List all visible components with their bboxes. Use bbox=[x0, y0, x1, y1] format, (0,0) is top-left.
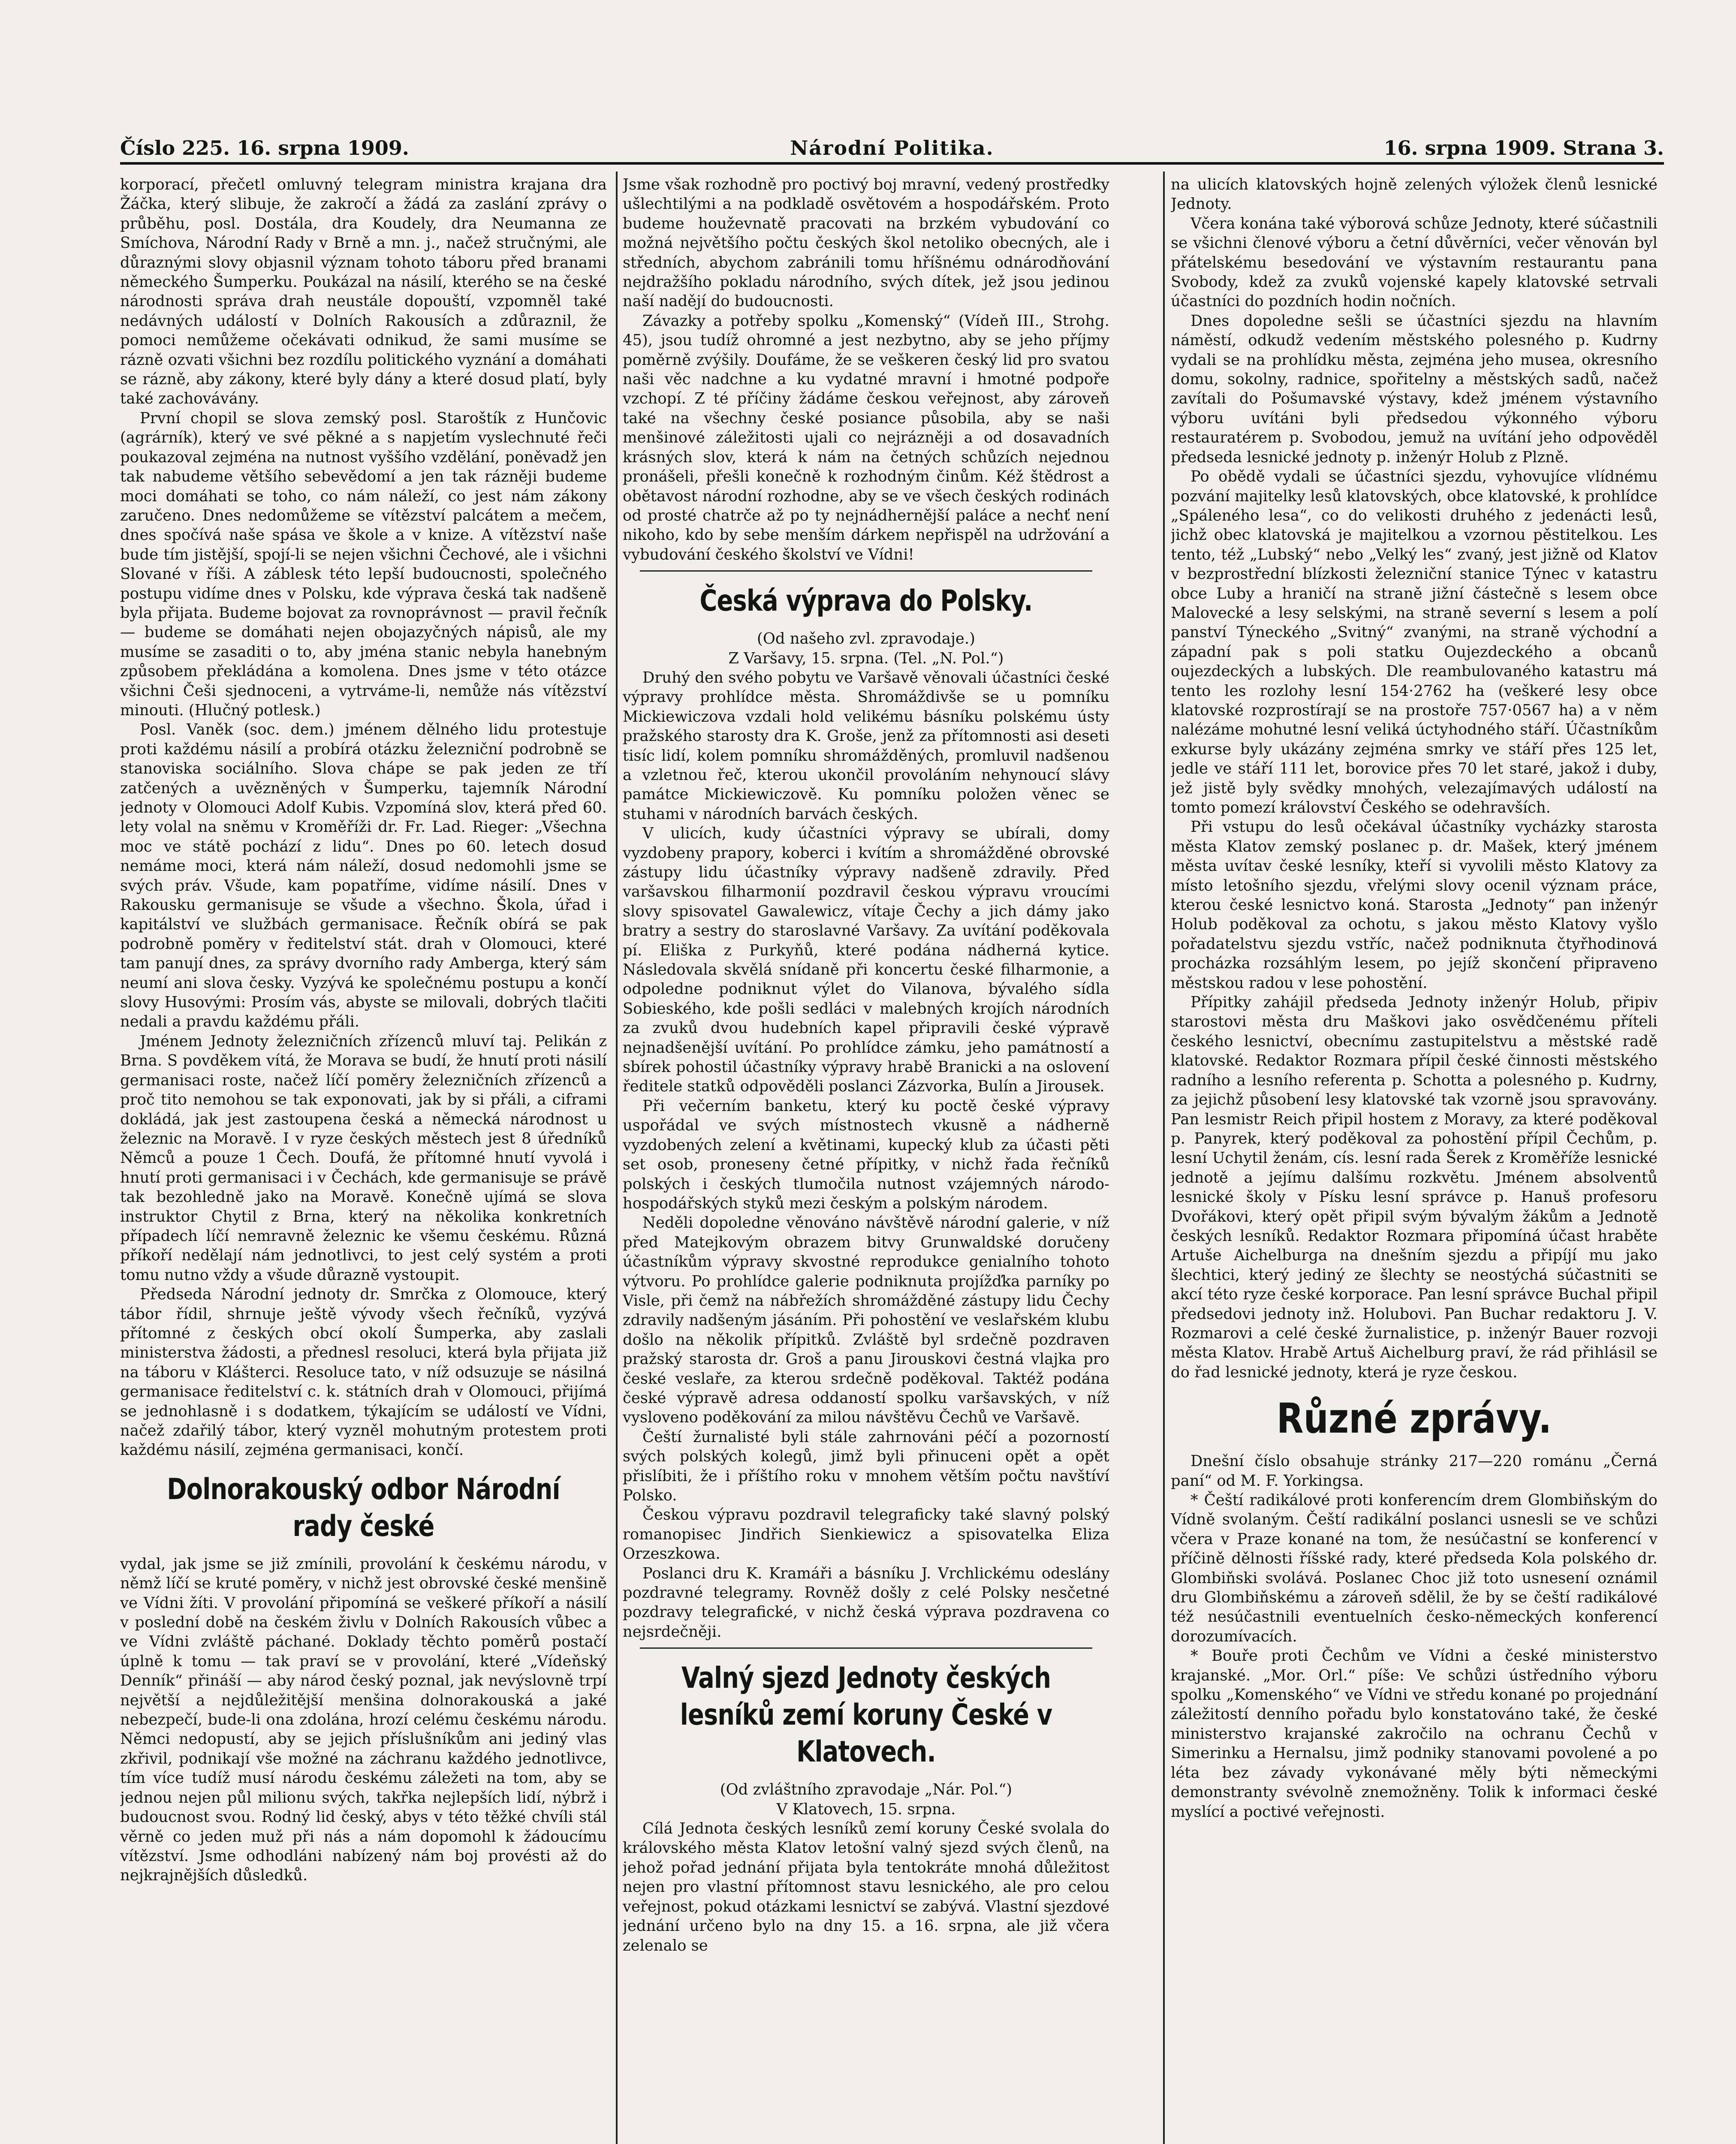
paragraph: Přípitky zahájil předseda Jednoty inženýr Holub, připiv starostovi města dru Maškovi jako osvědčenému příteli českého lesnictví, obecnímu zastupitelstvu a městské radě klatovské. Redaktor Rozmara přípil české činnosti městského radního a lesního referenta p. Schotta a polesného p. Kudrny, za jejichž působení lesy klatovské tak vzorně jsou spravovány. Pan lesmistr Reich připil hostem z Moravy, za které poděkoval p. Panyrek, který poděkoval za pohostění přípil Čechům, p. lesní Uchytil ženám, cís. lesní rada Šerek z Kroměříže lesnické jednotě a jejímu dalšímu rozkvětu. Jménem absolventů lesnické školy v Písku lesní správce p. Hanuš profesoru Dvořákovi, který opět připil svým bývalým žákům a Jednotě českých lesníků. Redaktor Rozmara připomíná účast hraběte Artuše Aichelburga na dnešním sjezdu a připíjí mu jako šlechtici, který jediný ze šlechty se neostýchá súčastniti se akcí této ryze české korporace. Pan lesní správce Buchal připil předsedovi jednoty inž. Holubovi. Pan Buchar redaktoru J. V. Rozmarovi a celé české žurnalistice, p. inženýr Bauer rozvoji města Klatov. Hrabě Artuš Aichelburg praví, že rád přihlásil se do řad lesnické jednoty, která je ryze českou. bbox=[1171, 994, 1658, 1381]
column-3 bbox=[1171, 175, 1658, 2144]
newspaper-title: Národní Politika. bbox=[790, 136, 994, 160]
paragraph: Závazky a potřeby spolku „Komenský“ (Vídeň III., Strohg. 45), jsou tudíž ohromné a jest nezbytno, aby se jeho příjmy poměrně zvýšily. Doufáme, že se veškeren český lid pro svatou naši věc nadchne a ku vydatné mravní i hmotné podpoře vzchopí. Z té příčiny žádáme českou veřejnost, aby zároveň také na všechny české posiance působila, aby se naši menšinové záležitosti ujali co nejrázněji a od dosavadních krásných slov, která k nám na četných schůzích nejednou pronášeli, přešli konečně k rozhodným činům. Kéž štědrost a obětavost národní rozhodne, aby se ve všech českých rodinách od prosté chatrče až po ty nejnádhernější paláce a nechť není nikoho, kdo by sebe menším dárkem nepřispěl na udržování a vybudování českého školství ve Vídni! bbox=[623, 312, 1109, 563]
section-rule bbox=[640, 570, 1092, 572]
paragraph: Cílá Jednota českých lesníků zemí koruny České svolala do královského města Klatov letošní valný sjezd svých členů, na jehož pořad jednání přijata byla tentokráte mnohá důležitost nejen pro vlastní přítomnost stavu lesnického, ale pro celou veřejnost, pokud otázkami lesnictví se zabývá. Vlastní sjezdové jednání určeno bylo na dny 15. a 16. srpna, ale již včera zelenalo se bbox=[623, 1820, 1109, 1954]
masthead-rule bbox=[120, 162, 1664, 165]
section-rule bbox=[640, 1647, 1092, 1649]
dateline: V Klatovech, 15. srpna. bbox=[776, 1800, 956, 1818]
paragraph: Včera konána také výborová schůze Jednoty, které súčastnili se všichni členové výboru a četní důvěrníci, večer věnován byl přátelskému besedování ve výstavním restaurantu pana Svobody, kdež za zvuků vojenské kapely klatovské setrvali účastníci do pozdních hodin nočních. bbox=[1171, 214, 1658, 310]
paragraph: Po obědě vydali se účastníci sjezdu, vyhovujíce vlídnému pozvání majitelky lesů klatovských, obce klatovské, k prohlídce „Spáleného lesa“, co do velikosti druhého z jedenácti lesů, jichž obec klatovská je majitelkou a vzornou pěstitelkou. Les tento, též „Lubský“ nebo „Velký les“ zvaný, jest jižně od Klatov v bezprostřední blízkosti železniční stanice Týnec v katastru obce Luby a hraničí na straně jižní částečně s lesem obce Malovecké a lesy selskými, na straně severní s lesem a polí panství Týneckého „Svitný“ zvanými, na straně východní a západní pak s poli statku Oujezdeckého a obcanů oujezdeckých a lubských. Dle reambulovaného katastru má tento les rozlohy lesní 154·2762 ha (veškeré lesy obce klatovské rozprostírají se na prostoře 757·0567 ha) a v něm nalézáme mohutné lesní veliká úctyhodného stáří. Účastníkům exkurse byly ukázány zejména smrky ve stáří přes 125 let, jedle ve stáří 111 let, borovice přes 70 let staré, jakož i duby, jež jistě byly svědky mnohých, velezajímavých událostí na tomto pomezí království Českého se odehravších. bbox=[1171, 468, 1658, 816]
paragraph: V ulicích, kudy účastníci výpravy se ubírali, domy vyzdobeny prapory, koberci i kvítím a shromážděné obrovské zástupy lidu účastníky výpravy nadšeně zdravily. Před varšavskou filharmonií pozdravil českou výpravu vroucími slovy spisovatel Gawalewicz, vítaje Čechy a jich dámy jako bratry a sestry do staroslavné Varšavy. Za uvítání poděkovala pí. Eliška z Purkyňů, které podána nádherná kytice. Následovala skvělá snídaně při koncertu české filharmonie, a odpoledne podniknut výlet do Vilanova, bývalého sídla Sobieského, kde pošli sedláci v malebných krojích národních za zvuků dvou hudebních kapel připravili české výpravě nejnadšenější uvítání. Po prohlídce zámku, jeho památností a sbírek pohostil účastníky výpravy hrabě Branicki a na oslovení ředitele statků odpověděli poslanci Zázvorka, Bulín a Jirousek. bbox=[623, 825, 1109, 1096]
paragraph: Druhý den svého pobytu ve Varšavě věnovali účastníci české výpravy prohlídce města. Shromáždivše se u pomníku Mickiewiczova vzdali hold velikému básníku polskému ústy pražského starosty dra K. Groše, jenž za přítomnosti asi deseti tisíc lidí, kolem pomníku shromážděných, promluvil nadšenou a vzletnou řeč, kterou ukončil provoláním nehynoucí slávy památce Mickiewiczově. Ku pomníku položen věnec se stuhami v národních barvách českých. bbox=[623, 668, 1109, 823]
paragraph: Posl. Vaněk (soc. dem.) jménem dělného lidu protestuje proti každému násilí a probírá otázku železniční podrobně se stanoviska sociálního. Slova chápe se pak jeden ze tří zatčených a uvězněných v Šumperku, tajemník Národní jednoty v Olomouci Adolf Kubis. Vzpomíná slov, která před 60. lety volal na sněmu v Kroměříži dr. Fr. Lad. Rieger: „Všechna moc ve státě pochází z lidu“. Dnes po 60. letech dosud nemáme moci, která nám náleží, dosud nedomohli jsme se svých práv. Všude, kam popatříme, vidíme násilí. Dnes v Rakousku germanisuje se všude a všechno. Škola, úřad i kapitálství ve službách germanisace. Řečník obírá se pak podrobně poměry v ředitelství stát. drah v Olomouci, které tam panují dnes, za správy dvorního rady Amberga, který sám neumí ani slova česky. Vyzývá ke společnému postupu a končí slovy Husovými: Prosím vás, abyste se milovali, dobrých tlačiti nedali a pravdu každému přáli. bbox=[120, 721, 607, 1031]
column-2 bbox=[623, 175, 1109, 2144]
paragraph: * Bouře proti Čechům ve Vídni a české ministerstvo krajanské. „Mor. Orl.“ píše: Ve schůzi ústředního výboru spolku „Komenského“ ve Vídni ve středu konané po projednání záležitostí denního pořadu bylo konstatováno také, že české ministerstvo krajanské zakročilo na ochranu Čechů v Simerinku a Hernalsu, jimž podniky stanovami povolené a po léta bez závady vykonávané měly býti německými demonstranty svévolně znemožněny. Tolik k informaci české myslící a poctivé veřejnosti. bbox=[1171, 1647, 1658, 1821]
section-headline: Různé zprávy. bbox=[1276, 1394, 1552, 1443]
issue-number: Číslo 225. 16. srpna 1909. bbox=[120, 136, 409, 160]
paragraph: Neděli dopoledne věnováno návštěvě národní galerie, v níž před Matejkovým obrazem bitvy Grunwaldské doručeny účastníkům výpravy skvostné reprodukce genialního tohoto výtvoru. Po prohlídce galerie podniknuta projížďka parníky po Visle, při čemž na nábřežích shromážděné zástupy lidu Čechy zdravily nadšeným jásáním. Při pohostění ve veslařském klubu došlo na několik přípitků. Zvláště byl srdečně pozdraven pražský starosta dr. Groš a panu Jirouskovi čestná vlajka pro české veslaře, za kterou srdečně poděkoval. Taktéž podána české výpravě adresa oddaností spolku varšavských, v níž vysloveno poděkování za milou návštěvu Čechů ve Varšavě. bbox=[623, 1214, 1109, 1427]
paragraph: Poslanci dru K. Kramáři a básníku J. Vrchlickému odeslány pozdravné telegramy. Rovněž došly z celé Polsky nesčetné pozdravy telegrafické, v nichž česká výprava pozdravena co nejsrdečněji. bbox=[623, 1564, 1109, 1641]
paragraph: vydal, jak jsme se již zmínili, provolání k českému národu, v němž líčí se kruté poměry, v nichž jest obrovské české menšině ve Vídni žíti. V provolání připomíná se veškeré příkoří a násilí v poslední době na českém živlu v Dolních Rakousích vůbec a ve Vídni zvláště páchané. Doklady těchto poměrů postačí úplně k tomu — tak praví se v provolání, které „Vídeňský Denník“ přináší — aby národ český poznal, jak nevýslovně trpí největší a nejdůležitější menšina dolnorakouská a jaké nebezpečí, bude-li ona zdolána, hrozí celému českému národu. Němci nedopustí, aby se jejich příslušníkům ani jediný vlas zkřivil, podnikají vše možné na záchranu každého jednotlivce, tím více tudíž musí národu českému záležeti na tom, aby se jednou nejen půl milionu svých, takřka nejlepších lidí, nýbrž i budoucnost svou. Rodný lid český, abys v této těžké chvíli stál věrně co jeden muž při nás a nám dopomohl k žádoucímu vítězství. Jsme odhodláni nabízený nám boj provésti až do nejkrajnějších důsledků. bbox=[120, 1555, 607, 1885]
paragraph: na ulicích klatovských hojně zelených výložek členů lesnické Jednoty. bbox=[1171, 176, 1658, 213]
paragraph: * Čeští radikálové proti konferencím drem Glombiňským do Vídně svolaným. Čeští radikální poslanci usnesli se ve schůzi včera v Praze konané na tom, že nesúčastní se konferencí v příčině dělnosti říšské rady, které předseda Kola polského dr. Glombiňski svolává. Poslanec Choc již toto usnesení oznámil dru Glombiňskému a zároveň sdělil, že by se čeští radikálové též nesúčastnili eventuelních česko-německých konferencí dorozumívacích. bbox=[1171, 1491, 1658, 1645]
column-divider bbox=[616, 172, 618, 2144]
paragraph: Jménem Jednoty železničních zřízenců mluví taj. Pelikán z Brna. S povděkem vítá, že Morava se budí, že hnutí proti násilí germanisaci roste, načež líčí poměry železničních zřízenců a proč tito nemohou se tak exponovati, jak by si přáli, a ciframi dokládá, jak jest zastoupena česká a německá národnost u železnic na Moravě. I v ryze českých městech jest 8 úředníků Němců a pouze 1 Čech. Doufá, že přítomné hnutí vyvolá i hnutí proti germanisaci i v Čechách, kde germanisuje se právě tak bezohledně jako na Moravě. Konečně ujímá se slova instruktor Chytil z Brna, který na několika konkretních případech líčí nemravně železnic ke všemu českému. Různá příkoří nedělají nám jednotlivci, to jest celý systém a proti tomu nutno vždy a všude důrazně vystoupit. bbox=[120, 1032, 607, 1284]
paragraph: korporací, přečetl omluvný telegram ministra krajana dra Žáčka, který slibuje, že zakročí a žádá za zaslání zprávy o průběhu, posl. Dostála, dra Koudely, dra Neumanna ze Smíchova, Národní Rady v Brně a mn. j., načež stručnými, ale důraznými slovy objasnil význam tohoto táboru před branami německého Šumperku. Poukázal na násilí, kterého se na české národnosti správa drah neustále dopouští, vzpomněl také nedávných událostí v Dolních Rakousích a zdůraznil, že pomoci nemůžeme očekávati odnikud, že sami musíme se rázně ozvati všichni bez rozdílu politického vyznání a domáhati se rázně, aby zákony, které byly dány a které dosud platí, byly také zachovávány. bbox=[120, 176, 607, 408]
column-1 bbox=[120, 175, 607, 2144]
masthead bbox=[120, 136, 1664, 171]
paragraph: Čeští žurnalisté byli stále zahrnováni péčí a pozorností svých polských kolegů, jimž byli přinuceni opět a opět přislíbiti, že i příštího roku v mnohem větším počtu navštíví Polsko. bbox=[623, 1428, 1109, 1504]
article-headline: Česká výprava do Polsky. bbox=[699, 584, 1033, 618]
paragraph: Předseda Národní jednoty dr. Smrčka z Olomouce, který tábor řídil, shrnuje ještě vývody všech řečníků, vyzývá přítomné z českých obcí okolí Šumperka, aby zaslali ministerstva žádosti, a přednesl resoluci, která byla přijata již na táboru v Klášterci. Resoluce tato, v níž odsuzuje se násilná germanisace ředitelství c. k. státních drah v Olomouci, přijímá se jednohlasně i s dodatkem, týkajícím se událostí ve Vídni, načež zdařilý tábor, který vyzněl mohutným protestem proti každému násilí, zejména germanisaci, končí. bbox=[120, 1286, 607, 1459]
article-headline: Dolnorakouský odbor Národní rady české bbox=[167, 1472, 560, 1543]
article-subtitle: (Od zvláštního zpravodaje „Nár. Pol.“) bbox=[720, 1781, 1013, 1799]
paragraph: Dnešní číslo obsahuje stránky 217—220 románu „Černá paní“ od M. F. Yorkingsa. bbox=[1171, 1452, 1658, 1490]
paragraph: První chopil se slova zemský posl. Staroštík z Hunčovic (agrárník), který ve své pěkné a s napjetím vyslechnuté řeči poukazoval zejména na nutnost vyššího vzdělání, poněvadž jen tak nabudeme většího sebevědomí a jen tak rázněji budeme moci domáhati se toho, co nám náleží, co jest nám zákony zaručeno. Dnes nedomůžeme se vítězství palcátem a mečem, dnes spočívá naše spása ve škole a v knize. A vítězství naše bude tím jistější, spojí-li se nejen všichni Čechové, ale i všichni Slované v říši. A záblesk této lepší budoucnosti, společného postupu vidíme dnes v Polsku, kde výprava česká tak nadšeně byla přijata. Budeme bojovat za rovnoprávnost — pravil řečník — budeme se domáhati nejen obojazyčných nápisů, ale my musíme se zasaditi o to, aby jména stanic nebyla hanebným způsobem překládána a komolena. Dnes jsme v této otázce všichni Češi sjednoceni, a vytrváme-li, nemůže nás vítězství minouti. (Hlučný potlesk.) bbox=[120, 409, 607, 719]
paragraph: Českou výpravu pozdravil telegraficky také slavný polský romanopisec Jindřich Sienkiewicz a spisovatelka Eliza Orzeszkowa. bbox=[623, 1506, 1109, 1563]
paragraph: Při večerním banketu, který ku poctě české výpravy uspořádal ve svých místnostech vkusně a nádherně vyzdobených zelení a květinami, kupecký klub za účasti pěti set osob, proneseny četné přípitky, v nichž řada řečníků polských i českých tlumočila nutnost vzájemných národohospodářských styků mezi českým a polským národem. bbox=[623, 1097, 1109, 1212]
article-subtitle: (Od našeho zvl. zpravodaje.) bbox=[757, 630, 975, 648]
paragraph: Jsme však rozhodně pro poctivý boj mravní, vedený prostředky ušlechtilými a na podkladě osvětovém a hospodářském. Proto budeme houževnatě pracovati na brzkém vybudování co možná největšího počtu českých škol netoliko obecných, ale i středních, abychom zabránili tomu hříšnému odnárodňování nejdražšího pokladu národního, svých dítek, jež jsou jedinou naší nadějí do budoucnosti. bbox=[623, 176, 1109, 310]
page-number: 16. srpna 1909. Strana 3. bbox=[1383, 136, 1664, 160]
dateline: Z Varšavy, 15. srpna. (Tel. „N. Pol.“) bbox=[728, 649, 1004, 667]
paragraph: Dnes dopoledne sešli se účastníci sjezdu na hlavním náměstí, odkudž vedením městského polesného p. Kudrny vydali se na prohlídku města, zejména jeho musea, okresního domu, sokolny, radnice, spořitelny a městských sadů, načež zavítali do Pošumavské výstavy, kdež jménem výstavního výboru uvítáni byli předsedou výkonného výboru restauratérem p. Svobodou, jemuž na uvítání jeho odpověděl předseda lesnické jednoty p. inženýr Holub z Plzně. bbox=[1171, 312, 1658, 466]
paragraph: Při vstupu do lesů očekával účastníky vycházky starosta města Klatov zemský poslanec p. dr. Mašek, který jménem města uvítav české lesníky, kteří si vyvolili město Klatovy za místo letošního sjezdu, vřelými slovy ocenil význam práce, kterou české lesnictvo koná. Starosta „Jednoty“ pan inženýr Holub poděkoval za ochotu, s jakou město Klatovy vyšlo pořadatelstvu sjezdu vstříc, načež podniknuta čtyřhodinová procházka rozsáhlým lesem, po jejíž skončení připraveno městskou radou v lese pohostění. bbox=[1171, 818, 1658, 992]
column-divider bbox=[1163, 172, 1165, 2144]
article-headline: Valný sjezd Jednoty českých lesníků zemí koruny České v Klatovech. bbox=[680, 1661, 1052, 1769]
